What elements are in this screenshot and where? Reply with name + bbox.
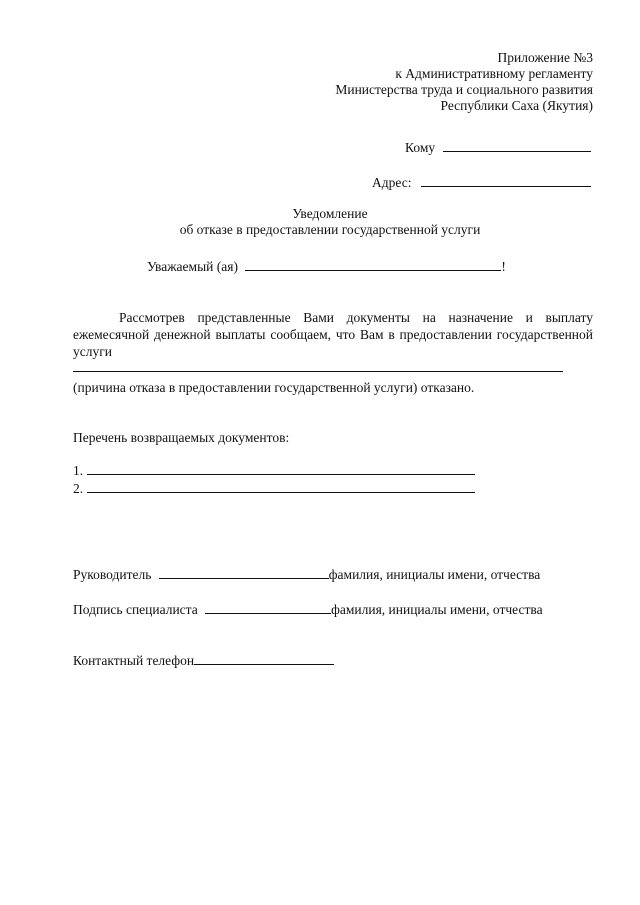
reason-blank-line	[73, 371, 563, 372]
phone-label: Контактный телефон	[73, 653, 195, 668]
to-field	[405, 139, 591, 156]
appendix-ministry: Министерства труда и социального развития	[335, 82, 593, 97]
to-blank	[443, 139, 591, 152]
head-blank	[159, 566, 329, 579]
document-item-2-number: 2.	[73, 481, 84, 496]
greeting-blank	[245, 258, 501, 271]
specialist-suffix: фамилия, инициалы имени, отчества	[331, 602, 543, 617]
document-item-1	[73, 462, 475, 479]
address-label: Адрес:	[372, 175, 412, 190]
notice-title-line2: об отказе в предоставлении государственной услуги	[179, 222, 481, 237]
head-signature	[73, 566, 540, 583]
appendix-header	[273, 50, 593, 114]
phone-blank	[194, 652, 334, 665]
notice-title-line1: Уведомление	[292, 206, 368, 221]
reason-caption: (причина отказа в предоставлении государственной услуги) отказано.	[73, 380, 475, 395]
head-label: Руководитель	[73, 567, 152, 582]
specialist-blank	[205, 601, 331, 614]
appendix-regulation: к Административному регламенту	[395, 66, 593, 81]
appendix-republic: Республики Саха (Якутия)	[440, 98, 593, 113]
address-field	[372, 174, 591, 191]
greeting-label: Уважаемый (ая)	[147, 259, 238, 274]
body-text: Рассмотрев представленные Вами документы на назначение и выплату ежемесячной денежной выплаты сообщаем, что Вам в предоставлении государственной услуги	[73, 310, 593, 359]
head-suffix: фамилия, инициалы имени, отчества	[328, 567, 541, 582]
documents-heading: Перечень возвращаемых документов:	[73, 430, 290, 445]
document-item-2-blank	[87, 480, 475, 493]
contact-phone	[73, 652, 334, 669]
address-blank	[421, 174, 591, 187]
specialist-label: Подпись специалиста	[73, 602, 198, 617]
document-item-2	[73, 480, 475, 497]
to-label: Кому	[405, 140, 436, 155]
document-item-1-number: 1.	[73, 463, 84, 478]
greeting-exclamation: !	[501, 259, 506, 274]
body-paragraph	[73, 309, 593, 360]
greeting	[147, 258, 506, 275]
notice-title	[100, 206, 560, 238]
appendix-number: Приложение №3	[497, 50, 593, 65]
document-item-1-blank	[87, 462, 475, 475]
specialist-signature	[73, 601, 543, 618]
